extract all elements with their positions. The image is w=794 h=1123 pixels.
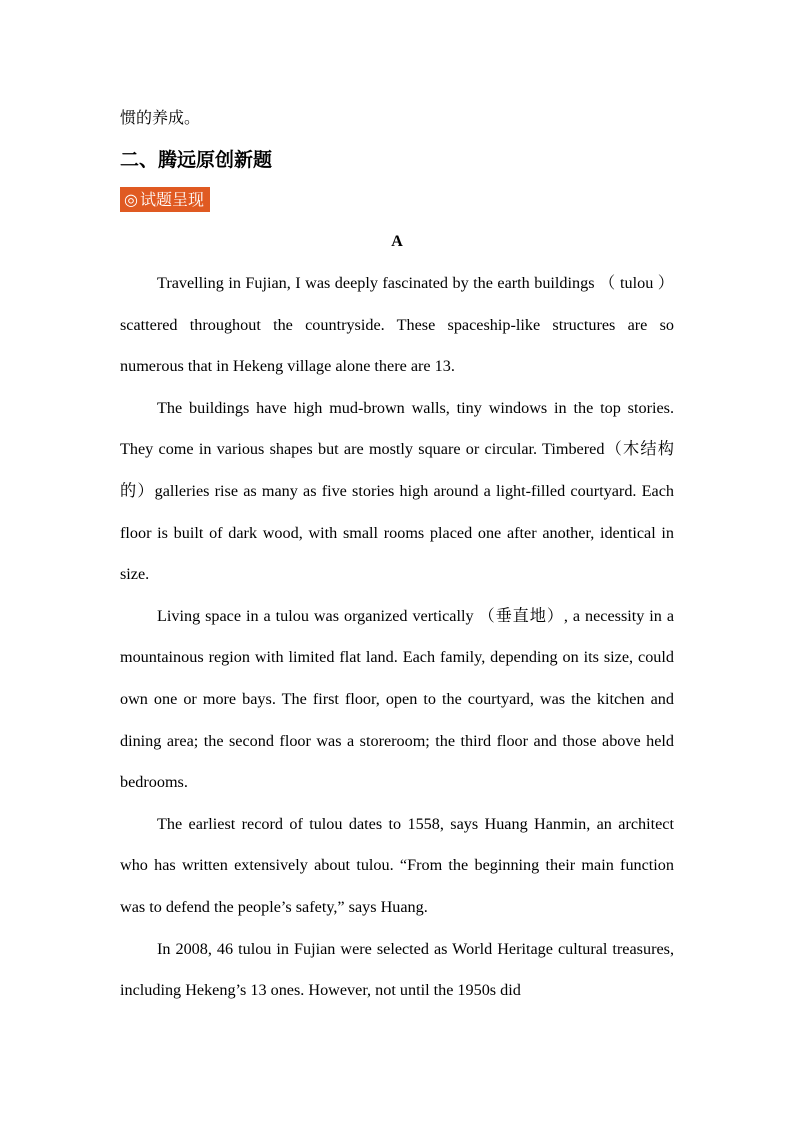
section-heading: 二、腾远原创新题: [120, 149, 273, 171]
question-tag-label: 试题呈现: [139, 190, 204, 209]
circle-bullet-icon: ◎: [124, 190, 138, 209]
passage-label: A: [391, 233, 403, 250]
paragraph: The buildings have high mud-brown walls, tiny windows in the top stories. They come in various shapes but are mostly square or circular. Timbered（木结构的）galleries rise as many as five stories high around a light-filled courtyard. Each floor is built of dark wood, with small rooms placed one after another, identical in size.: [120, 398, 674, 584]
paragraph: Living space in a tulou was organized vertically （垂直地）, a necessity in a mountainous region with limited flat land. Each family, depending on its size, could own one or more bays. The first floor, open to the courtyard, was the kitchen and dining area; the second floor was a storeroom; the third floor and those above held bedrooms.: [120, 606, 674, 792]
passage-body: [120, 263, 674, 1012]
continuation-text: 惯的养成。: [120, 108, 201, 127]
paragraph: Travelling in Fujian, I was deeply fascinated by the earth buildings （ tulou ） scattered throughout the countryside. These spaceship-like structures are so numerous that in Hekeng village alone there are 13.: [120, 274, 674, 376]
question-tag: [120, 187, 210, 212]
paragraph: The earliest record of tulou dates to 1558, says Huang Hanmin, an architect who has written extensively about tulou. “From the beginning their main function was to defend the people’s safety,” says Huang.: [120, 814, 674, 916]
paragraph: In 2008, 46 tulou in Fujian were selected as World Heritage cultural treasures, including Hekeng’s 13 ones. However, not until the 1950s did: [120, 939, 674, 1000]
